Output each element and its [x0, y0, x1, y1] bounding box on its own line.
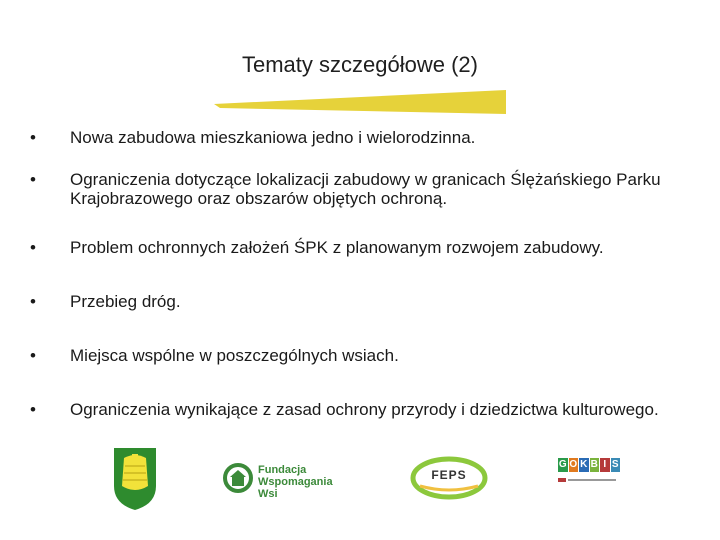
feps-logo	[410, 456, 488, 500]
list-item	[30, 170, 680, 208]
bullet-dot: •	[30, 128, 36, 147]
list-item	[30, 292, 680, 311]
bullet-dot: •	[30, 292, 36, 311]
fundacja-line1: Fundacja	[258, 464, 307, 476]
bullet-text: Ograniczenia dotyczące lokalizacji zabudowy w granicach Ślężańskiego Parku Krajobrazowego oraz obszarów objętych ochroną.	[70, 170, 661, 208]
fundacja-line2: Wspomagania Wsi	[258, 476, 333, 500]
fundacja-wspomagania-wsi-logo	[222, 458, 352, 498]
gokbis-letters	[558, 458, 620, 472]
gokbis-letter: O	[569, 459, 578, 470]
list-item	[30, 400, 680, 419]
list-item	[30, 346, 680, 365]
bullet-dot: •	[30, 400, 36, 419]
list-item	[30, 238, 680, 257]
gokbis-logo	[558, 458, 620, 498]
bullet-list	[30, 128, 680, 419]
gokbis-letter: S	[611, 459, 619, 470]
fundacja-emblem-icon	[222, 462, 254, 494]
gokbis-letter: G	[558, 459, 567, 470]
bullet-text: Problem ochronnych założeń ŚPK z planowanym rozwojem zabudowy.	[70, 238, 604, 257]
gokbis-letter: I	[600, 458, 610, 472]
list-item	[30, 128, 680, 147]
bullet-dot: •	[30, 238, 36, 257]
logo-strip	[92, 440, 652, 522]
bullet-dot: •	[30, 170, 36, 189]
bullet-text: Nowa zabudowa mieszkaniowa jedno i wielorodzinna.	[70, 128, 476, 147]
feps-label: FEPS	[431, 468, 467, 482]
slide-title: Tematy szczegółowe (2)	[242, 52, 478, 77]
bullet-text: Przebieg dróg.	[70, 292, 181, 311]
gokbis-tagline-graphic	[558, 475, 618, 485]
bullet-dot: •	[30, 346, 36, 365]
municipal-crest-logo	[112, 446, 158, 512]
gokbis-letter: B	[590, 459, 598, 470]
title-underline-bar	[214, 84, 506, 116]
bullet-text: Miejsca wspólne w poszczególnych wsiach.	[70, 346, 399, 365]
bullet-text: Ograniczenia wynikające z zasad ochrony przyrody i dziedzictwa kulturowego.	[70, 400, 659, 419]
gokbis-letter: K	[580, 459, 588, 470]
